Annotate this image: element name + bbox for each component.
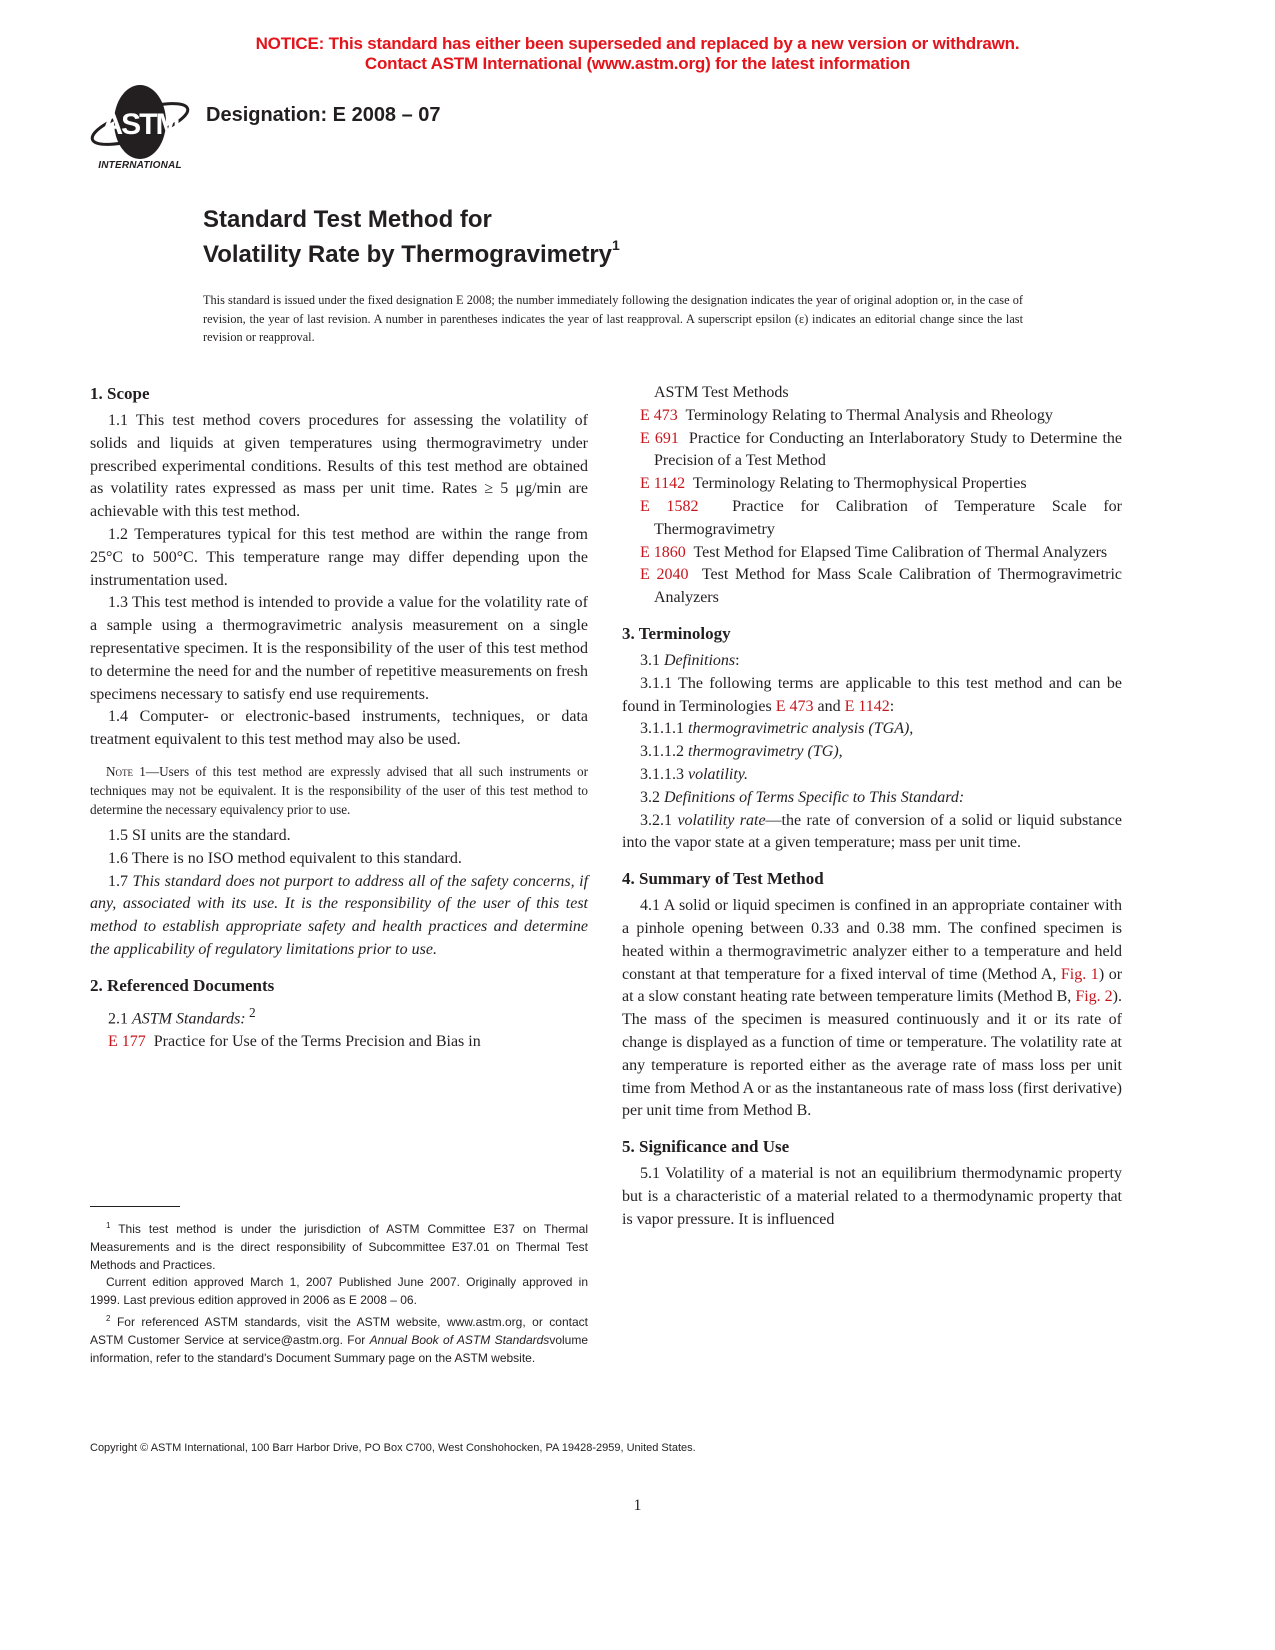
section-heading-scope: 1. Scope — [90, 384, 150, 403]
ref-item-e1142: E 1142 Terminology Relating to Thermophysical Properties — [640, 475, 1027, 493]
footnote-divider — [90, 1206, 180, 1207]
copyright-line: Copyright © ASTM International, 100 Barr Harbor Drive, PO Box C700, West Conshohocken, PA 19428-2959, United States. — [90, 1442, 696, 1454]
ref-link-e177[interactable]: E 177 — [108, 1032, 146, 1050]
para-1-7: 1.7 This standard does not purport to address all of the safety concerns, if any, associated with its use. It is the responsibility of the user of this test method to establish appropriate safety and health practices and determine the applicability of regulatory limitations prior to use. — [90, 872, 589, 958]
footnotes — [90, 1217, 588, 1367]
title-footnote-mark: 1 — [612, 237, 620, 253]
ref-link-e1142[interactable]: E 1142 — [640, 475, 686, 493]
fig-1-link[interactable]: Fig. 1 — [1060, 965, 1099, 983]
footnote-2: $^2$ For referenced ASTM standards, visit the ASTM website, www.astm.org, or contact ASTM Customer Service at service@astm.org. For Annual Book of ASTM Standardsvolume information, refer to the standard's Document Summary page on the ASTM website. — [90, 1313, 588, 1365]
ref-link-e2040[interactable]: E 2040 — [640, 566, 689, 584]
ref-link-e473-inline[interactable]: E 473 — [775, 697, 814, 715]
ref-item-e177-continued: ASTM Test Methods — [654, 384, 789, 401]
logo-caption: INTERNATIONAL — [98, 160, 182, 171]
para-1-6: 1.6 There is no ISO method equivalent to this standard. — [108, 849, 462, 867]
withdrawn-notice — [0, 34, 1275, 74]
footnote-1: $^1$ This test method is under the jurisdiction of ASTM Committee E37 on Thermal Measurements and is the direct responsibility of Subcommittee E37.01 on Thermal Test Methods and Practices. — [90, 1221, 588, 1272]
para-1-1: 1.1 This test method covers procedures for assessing the volatility of solids and liquids at given temperatures using thermogravimetry under prescribed experimental conditions. Results of this test method are obtained as volatility rates expressed as mass per unit time. Rates ≥ 5 μg/min are achievable with this test method. — [90, 412, 588, 521]
term-3-1-1-1: 3.1.1.1 thermogravimetric analysis (TGA), — [640, 720, 914, 738]
note-label: Note — [106, 763, 134, 779]
para-1-4: 1.4 Computer- or electronic-based instruments, techniques, or data treatment equivalent to this test method may also be used. — [90, 708, 588, 749]
ref-item-e177: E 177 Practice for Use of the Terms Precision and Bias in — [108, 1032, 481, 1050]
ref-item-e1860: E 1860 Test Method for Elapsed Time Calibration of Thermal Analyzers — [640, 543, 1108, 561]
para-1-5: 1.5 SI units are the standard. — [108, 826, 291, 844]
section-heading-summary: 4. Summary of Test Method — [622, 869, 824, 889]
notice-line-1: NOTICE: This standard has either been superseded and replaced by a new version or withdrawn. — [255, 34, 1020, 53]
ref-link-e1582[interactable]: E 1582 — [640, 497, 699, 515]
para-5-1: 5.1 Volatility of a material is not an equilibrium thermodynamic property but is a characteristic of a material related to a thermodynamic property that is vapor pressure. It is influenced — [622, 1165, 1122, 1228]
page-number: 1 — [633, 1497, 642, 1514]
ref-item-e473: E 473 Terminology Relating to Thermal Analysis and Rheology — [640, 406, 1053, 424]
para-1-2: 1.2 Temperatures typical for this test method are within the range from 25°C to 500°C. This temperature range may differ depending upon the instrumentation used. — [90, 525, 588, 589]
term-3-1-1-3: 3.1.1.3 volatility. — [640, 765, 748, 783]
designation: Designation: E 2008 – 07 — [206, 104, 441, 126]
term-3-1-1-2: 3.1.1.2 thermogravimetry (TG), — [640, 743, 843, 761]
page-title — [203, 205, 620, 269]
svg-text:ASTM: ASTM — [101, 108, 179, 141]
para-2-1: 2.1 ASTM Standards: $^2$ — [108, 1004, 256, 1028]
ref-item-e691: E 691 Practice for Conducting an Interlaboratory Study to Determine the Precision of a Test Method — [640, 429, 1123, 470]
right-column — [622, 382, 1122, 1232]
astm-logo — [88, 84, 192, 176]
para-4-1: 4.1 A solid or liquid specimen is confined in an appropriate container with a pinhole opening between 0.33 and 0.38 mm. The confined specimen is heated within a thermogravimetric analyzer either to a temperature and held constant at that temperature for a fixed interval of time (Method A, Fig. 1) or at a slow constant heating rate between temperature limits (Method B, Fig. 2). The mass of the specimen is measured continuously and it or its rate of change is displayed as a function of time or temperature. The volatility rate at any temperature is reported either as the average rate of mass loss per unit time from Method A or as the instantaneous rate of mass loss (first derivative) per unit time from Method B. — [622, 897, 1123, 1120]
para-3-2-1: 3.2.1 volatility rate—the rate of conversion of a solid or liquid substance into the vapor state at a given temperature; mass per unit time. — [622, 811, 1123, 852]
left-column — [90, 382, 588, 1054]
section-heading-significance: 5. Significance and Use — [622, 1137, 790, 1157]
ref-link-e1142-inline[interactable]: E 1142 — [844, 697, 890, 715]
footnote-1-edition: Current edition approved March 1, 2007 Published June 2007. Originally approved in 1999. Last previous edition approved in 2006 as E 2008 – 06. — [90, 1275, 588, 1308]
ref-link-e691[interactable]: E 691 — [640, 429, 679, 447]
ref-item-e2040: E 2040 Test Method for Mass Scale Calibration of Thermogravimetric Analyzers — [640, 566, 1123, 607]
note-1: Note 1—Users of this test method are expressly advised that all such instruments or techniques may not be equivalent. It is the responsibility of the user of this test method to determine the necessary equivalency prior to use. — [90, 763, 588, 817]
fig-2-link[interactable]: Fig. 2 — [1075, 988, 1113, 1006]
para-3-2: 3.2 Definitions of Terms Specific to This Standard: — [640, 788, 965, 806]
astm-logo-icon — [88, 84, 192, 160]
notice-line-2: Contact ASTM International (www.astm.org) for the latest information — [364, 54, 911, 73]
title-line-2: Volatility Rate by Thermogravimetry$^1$ — [203, 237, 620, 268]
para-3-1: 3.1 Definitions: — [640, 651, 740, 669]
ref-item-e1582: E 1582 Practice for Calibration of Temperature Scale for Thermogravimetry — [640, 497, 1122, 538]
title-line-1: Standard Test Method for — [203, 206, 492, 233]
section-heading-referenced: 2. Referenced Documents — [90, 975, 275, 995]
para-3-1-1: 3.1.1 The following terms are applicable to this test method and can be found in Terminologies E 473 and E 1142: — [622, 674, 1122, 715]
ref-link-e1860[interactable]: E 1860 — [640, 543, 686, 561]
section-heading-terminology: 3. Terminology — [622, 623, 731, 643]
ref-link-e473[interactable]: E 473 — [640, 406, 678, 424]
para-1-3: 1.3 This test method is intended to provide a value for the volatility rate of a sample using a thermogravimetric analysis measurement on a single representative specimen. It is the responsibility of the user of this test method to determine the need for and the number of repetitive measurements on fresh specimens necessary to satisfy end use requirements. — [90, 594, 588, 703]
issued-note: This standard is issued under the fixed designation E 2008; the number immediately following the designation indicates the year of original adoption or, in the case of revision, the year of last revision. A number in parentheses indicates the year of last reapproval. A superscript epsilon (ε) indicates an editorial change since the last revision or reapproval. — [203, 293, 1023, 344]
